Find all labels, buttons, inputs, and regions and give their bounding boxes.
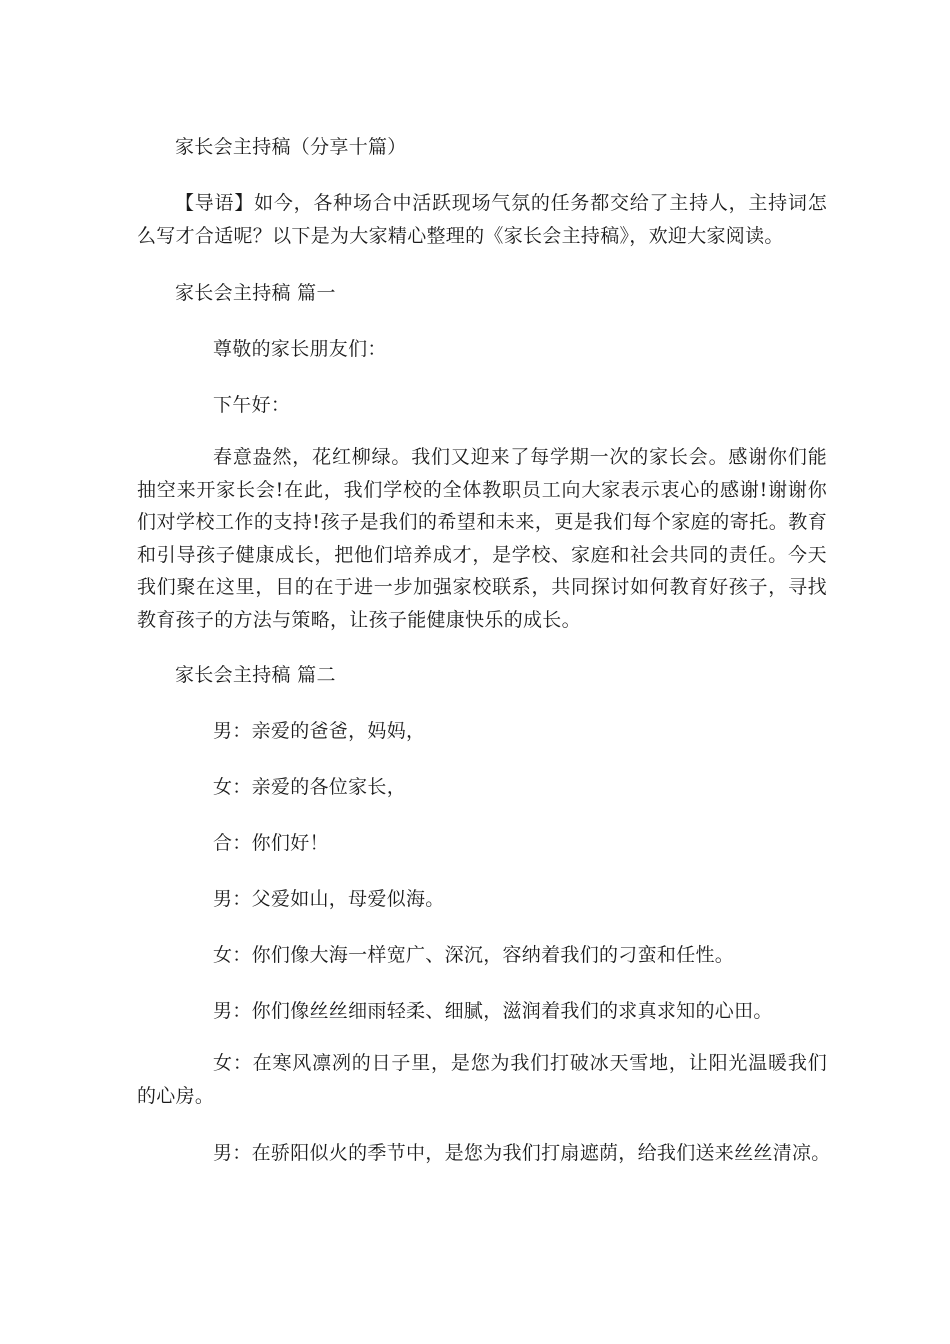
dialogue-line: 男：你们像丝丝细雨轻柔、细腻，滋润着我们的求真求知的心田。 bbox=[213, 1000, 773, 1022]
section-heading-2: 家长会主持稿 篇二 bbox=[175, 664, 336, 686]
dialogue-line: 男：亲爱的爸爸，妈妈， bbox=[213, 720, 426, 742]
dialogue-line: 男：在骄阳似火的季节中，是您为我们打扇遮荫，给我们送来丝丝清凉。 bbox=[213, 1142, 831, 1164]
dialogue-paragraph: 女：在寒风凛冽的日子里，是您为我们打破冰天雪地，让阳光温暖我们的心房。 bbox=[137, 1052, 827, 1107]
dialogue-line: 合：你们好！ bbox=[213, 832, 329, 854]
dialogue-line: 男：父爱如山，母爱似海。 bbox=[213, 888, 445, 910]
body-paragraph: 春意盎然，花红柳绿。我们又迎来了每学期一次的家长会。感谢你们能抽空来开家长会!在此，我们学校的全体教职员工向大家表示衷心的感谢!谢谢你们对学校工作的支持!孩子是我们的希望和未来，更是我们每个家庭的寄托。教育和引导孩子健康成长，把他们培养成才，是学校、家庭和社会共同的责任。今天我们聚在这里，目的在于进一步加强家校联系，共同探讨如何教育好孩子，寻找教育孩子的方法与策略，让孩子能健康快乐的成长。 bbox=[137, 446, 827, 631]
section-heading-1: 家长会主持稿 篇一 bbox=[175, 282, 336, 304]
dialogue-line: 女：亲爱的各位家长， bbox=[213, 776, 407, 798]
salutation-line: 下午好： bbox=[213, 394, 291, 416]
intro-paragraph: 【导语】如今，各种场合中活跃现场气氛的任务都交给了主持人，主持词怎么写才合适呢？以下是为大家精心整理的《家长会主持稿》，欢迎大家阅读。 bbox=[137, 192, 827, 247]
document-title: 家长会主持稿（分享十篇） bbox=[175, 136, 407, 158]
greeting-line: 尊敬的家长朋友们： bbox=[213, 338, 387, 360]
dialogue-line: 女：你们像大海一样宽广、深沉，容纳着我们的刁蛮和任性。 bbox=[213, 944, 735, 966]
